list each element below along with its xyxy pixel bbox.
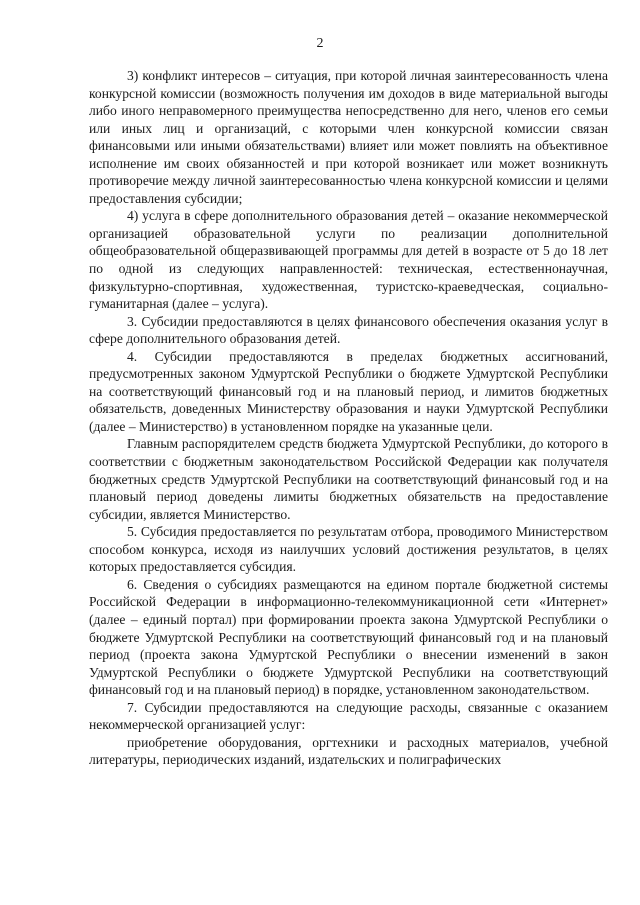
paragraph-unified-portal: 6. Сведения о субсидиях размещаются на едином портале бюджетной системы Российской Федерации в информационно-телекоммуникационной сети «Интернет» (далее – единый портал) при формировании проекта закона Удмуртской Республики о бюджете Удмуртской Республики на соответствующий финансовый год и на плановый период (проекта закона Удмуртской Республики о внесении изменений в закон Удмуртской Республики о бюджете Удмуртской Республики на соответствующий финансовый год и на плановый период) в порядке, установленном законодательством. bbox=[89, 576, 608, 698]
paragraph-service-definition: 4) услуга в сфере дополнительного образования детей – оказание некоммерческой организацией образовательной услуги по реализации дополнительной общеобразовательной общеразвивающей программы для детей в возрасте от 5 до 18 лет по одной из следующих направленностей: техническая, естественнонаучная, физкультурно-спортивная, художественная, туристско-краеведческая, социально-гуманитарная (далее – услуга). bbox=[89, 208, 608, 312]
document-body bbox=[89, 67, 608, 769]
paragraph-expenses-intro: 7. Субсидии предоставляются на следующие расходы, связанные с оказанием некоммерческой организацией услуг: bbox=[89, 699, 608, 733]
paragraph-expenses-equipment: приобретение оборудования, оргтехники и расходных материалов, учебной литературы, периодических изданий, издательских и полиграфических bbox=[89, 734, 608, 768]
paragraph-conflict-of-interest: 3) конфликт интересов – ситуация, при которой личная заинтересованность члена конкурсной комиссии (возможность получения им доходов в виде материальной выгоды либо иного неправомерного преимущества непосредственно для него, членов его семьи или иных лиц и организаций, с которыми член конкурсной комиссии связан финансовыми или иными обязательствами) влияет или может повлиять на объективное исполнение им своих обязанностей и при которой возникает или может возникнуть противоречие между личной заинтересованностью члена конкурсной комиссии и целями предоставления субсидии; bbox=[89, 68, 608, 206]
paragraph-selection: 5. Субсидия предоставляется по результатам отбора, проводимого Министерством способом конкурса, исходя из наилучших условий достижения результатов, в целях которых предоставляется субсидия. bbox=[89, 524, 608, 575]
paragraph-subsidy-purpose: 3. Субсидии предоставляются в целях финансового обеспечения оказания услуг в сфере дополнительного образования детей. bbox=[89, 313, 608, 347]
page-number: 2 bbox=[316, 36, 324, 51]
paragraph-budget-limits: 4. Субсидии предоставляются в пределах бюджетных ассигнований, предусмотренных законом Удмуртской Республики о бюджете Удмуртской Республики на соответствующий финансовый год и на плановый период, и лимитов бюджетных обязательств, доведенных Министерству образования и науки Удмуртской Республики (далее – Министерство) в установленном порядке на указанные цели. bbox=[89, 348, 608, 434]
paragraph-chief-administrator: Главным распорядителем средств бюджета Удмуртской Республики, до которого в соответствии с бюджетным законодательством Российской Федерации как получателя бюджетных средств Удмуртской Республики на соответствующий финансовый год и на плановый период доведены лимиты бюджетных обязательств на предоставление субсидии, является Министерство. bbox=[89, 436, 608, 522]
